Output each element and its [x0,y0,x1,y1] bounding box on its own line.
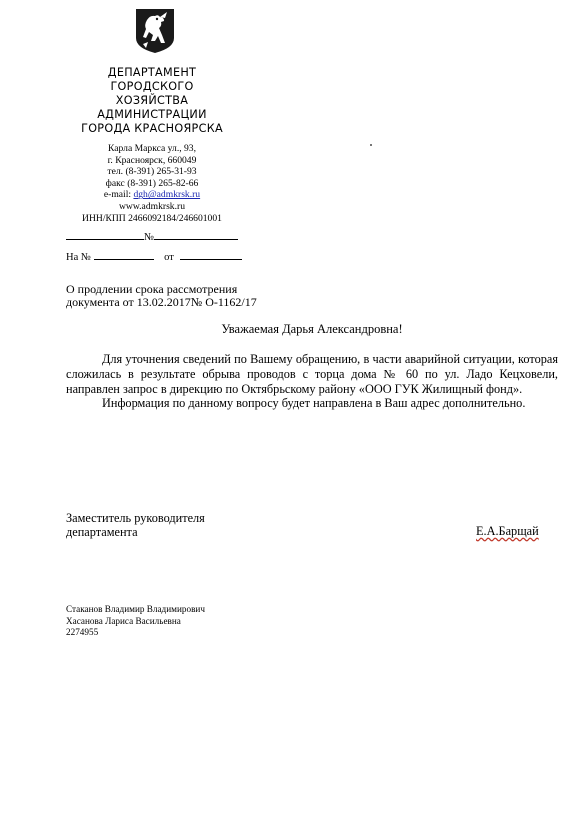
website-line: www.admkrsk.ru [119,200,185,212]
address-line: Карла Маркса ул., 93, [107,143,197,154]
department-name [66,66,238,136]
department-line: ДЕПАРТАМЕНТ [107,66,197,79]
position-line: Заместитель руководителя [66,511,205,525]
subject-block [66,283,257,308]
krasnoyarsk-coat-of-arms-icon [134,8,176,54]
blank-field [154,230,238,240]
phone-line: тел. (8-391) 265-31-93 [107,166,197,178]
fax-line: факс (8-391) 265-82-66 [105,177,199,189]
subject-line: документа от 13.02.2017№ О-1162/17 [66,294,257,309]
blank-field [66,230,144,240]
executor-phone: 2274955 [66,627,99,638]
contacts-block [66,143,238,224]
subject-line: О продлении срока рассмотрения [66,282,238,296]
inn-kpp-line: ИНН/КПП 2466092184/246601001 [82,212,222,224]
letter-body [66,352,558,411]
body-paragraph: Для уточнения сведений по Вашему обращению, в части аварийной ситуации, которая сложилась в результате обрыва проводов с торца дома № 60 по ул. Ладо Кецховели, направлен запрос в дирекцию по Октябрьскому району «ООО ГУК Жилищный фонд». [66,352,558,396]
executor-name: Хасанова Лариса Васильевна [66,615,181,626]
body-paragraph: Информация по данному вопросу будет направлена в Ваш адрес дополнительно. [102,396,526,411]
signatory-position [66,512,205,539]
executor-name: Стаканов Владимир Владимирович [66,604,205,614]
department-line: ХОЗЯЙСТВА [115,94,189,107]
salutation: Уважаемая Дарья Александровна! [221,322,403,336]
email-link[interactable]: dgh@admkrsk.ru [133,189,201,201]
blank-field [94,250,154,260]
registration-number-line [66,230,238,243]
email-row [66,189,238,201]
reply-to-line [66,250,242,263]
email-label: e-mail: [103,189,134,201]
department-line: ГОРОДСКОГО [110,80,194,93]
on-label: На № [66,252,91,263]
department-line: ГОРОДА КРАСНОЯРСКА [81,122,223,135]
position-line: департамента [66,524,138,539]
address-city-line: г. Красноярск, 660049 [107,154,197,166]
scan-speck [370,144,372,146]
department-line: АДМИНИСТРАЦИИ [97,108,207,121]
blank-field [180,250,242,260]
from-label: от [164,252,174,263]
executors-block [66,604,205,639]
number-sign: № [144,232,155,243]
signatory-name: Е.А.Барщай [476,524,539,538]
